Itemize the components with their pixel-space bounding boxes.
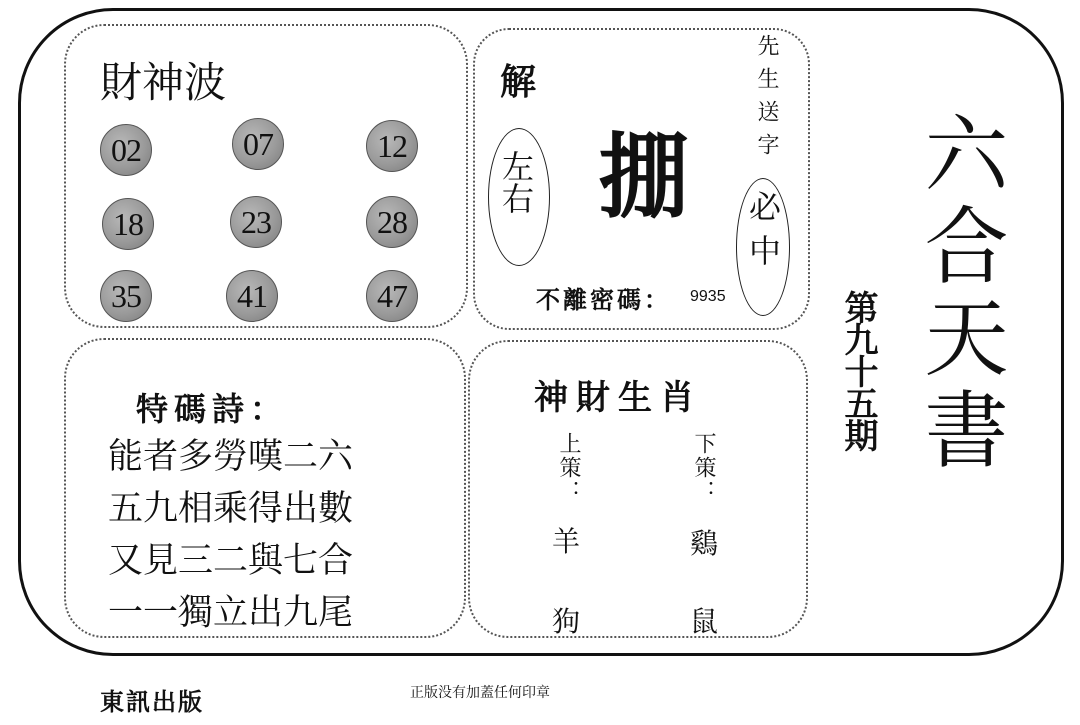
number-ball: 41	[226, 270, 278, 322]
poem-title: 特碼詩：	[136, 390, 289, 428]
riddle-label: 解	[500, 62, 537, 103]
upper-label: 上策：	[556, 432, 581, 504]
issue-number: 第九十五期	[838, 290, 878, 450]
number-ball: 07	[232, 118, 284, 170]
code-label: 不離密碼：	[536, 286, 671, 314]
lower-label: 下策：	[691, 432, 716, 504]
wave-title: 財神波	[100, 58, 227, 107]
footer-note: 正版没有加蓋任何印章	[410, 685, 550, 701]
zodiac-title: 神財生肖	[534, 378, 702, 418]
poem-line: 又見三二與七合	[108, 541, 354, 581]
lower-animal: 鼠	[690, 605, 719, 638]
number-ball: 02	[100, 124, 152, 176]
poem-line: 五九相乘得出數	[108, 489, 354, 529]
lower-animal: 鷄	[690, 527, 719, 560]
must-win-text: 必中	[744, 190, 782, 278]
number-ball: 23	[230, 196, 282, 248]
sender-text: 先生送字	[754, 34, 779, 166]
poem-line: 能者多勞嘆二六	[108, 437, 354, 477]
number-ball: 47	[366, 270, 418, 322]
main-title: 六合天書	[911, 110, 1009, 478]
code-value: 9935	[690, 288, 726, 305]
poem-line: 一一獨立出九尾	[108, 593, 354, 633]
main-character: 掤	[598, 124, 691, 231]
number-ball: 12	[366, 120, 418, 172]
left-right-text: 左右	[497, 150, 535, 214]
number-ball: 18	[102, 198, 154, 250]
number-ball: 28	[366, 196, 418, 248]
upper-animal: 羊	[552, 525, 581, 558]
publisher: 東訊出版	[100, 687, 204, 716]
upper-animal: 狗	[552, 605, 581, 638]
number-ball: 35	[100, 270, 152, 322]
